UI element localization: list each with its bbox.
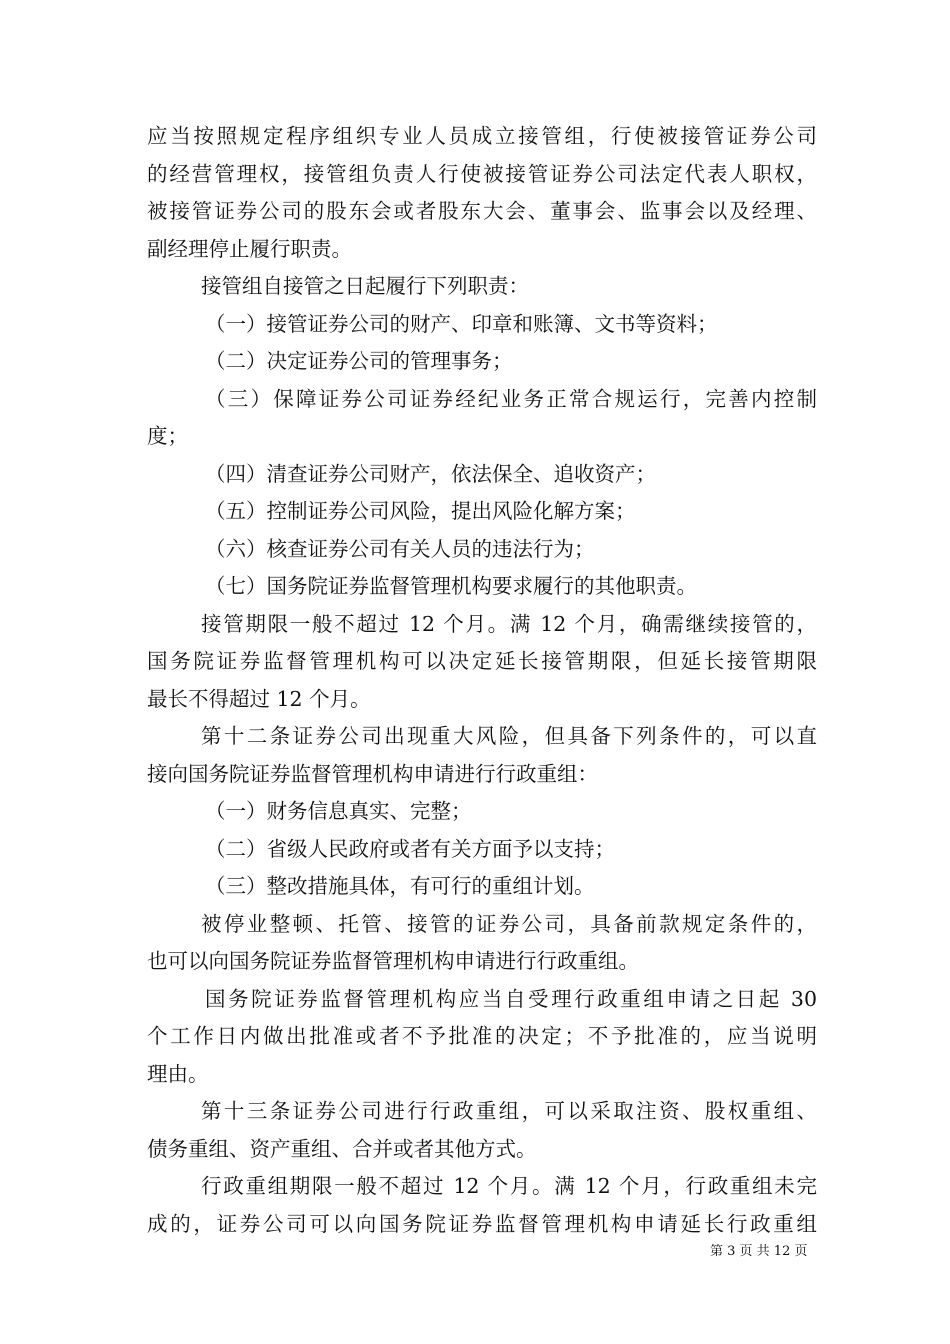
text-line: 最长不得超过 12 个月。: [147, 686, 371, 711]
text-line: 国务院证券监督管理机构可以决定延长接管期限，但延长接管期限: [147, 649, 817, 673]
text-line: 应当按照规定程序组织专业人员成立接管组，行使被接管证券公司: [147, 124, 817, 148]
text-line: 国务院证券监督管理机构应当自受理行政重组申请之日起 30: [205, 986, 817, 1011]
text-line: 债务重组、资产重组、合并或者其他方式。: [147, 1136, 537, 1161]
text-line: 成的，证券公司可以向国务院证券监督管理机构申请延长行政重组: [147, 1211, 817, 1236]
text-line: 行政重组期限一般不超过 12 个月。满 12 个月，行政重组未完: [201, 1174, 817, 1198]
list-item: （一）财务信息真实、完整；: [205, 799, 472, 823]
list-item: （二）省级人民政府或者有关方面予以支持；: [205, 836, 615, 861]
page-number-footer: 第 3 页 共 12 页: [710, 1244, 808, 1259]
document-body: [147, 118, 817, 1243]
list-item: （二）决定证券公司的管理事务；: [205, 349, 513, 373]
text-line: 接管组自接管之日起履行下列职责：: [201, 274, 529, 298]
list-item: （五）控制证券公司风险，提出风险化解方案；: [205, 499, 636, 523]
text-line: 第十三条证券公司进行行政重组，可以采取注资、股权重组、: [201, 1099, 817, 1123]
list-item: （六）核查证券公司有关人员的违法行为；: [205, 536, 595, 561]
text-line: 副经理停止履行职责。: [147, 236, 352, 261]
text-line: 的经营管理权，接管组负责人行使被接管证券公司法定代表人职权，: [147, 161, 817, 186]
text-line: 被停业整顿、托管、接管的证券公司，具备前款规定条件的，: [201, 911, 817, 936]
text-line: 被接管证券公司的股东会或者股东大会、董事会、监事会以及经理、: [147, 199, 817, 223]
text-line: 也可以向国务院证券监督管理机构申请进行行政重组。: [147, 949, 639, 973]
text-line: 接向国务院证券监督管理机构申请进行行政重组：: [147, 761, 598, 786]
text-line: 度；: [147, 424, 188, 448]
text-line: 接管期限一般不超过 12 个月。满 12 个月，确需继续接管的，: [201, 611, 817, 636]
text-line: 理由。: [147, 1061, 209, 1086]
list-item: （七）国务院证券监督管理机构要求履行的其他职责。: [205, 574, 697, 598]
list-item: （三）保障证券公司证券经纪业务正常合规运行，完善内控制: [205, 386, 817, 411]
list-item: （一）接管证券公司的财产、印章和账簿、文书等资料；: [205, 311, 718, 336]
text-line: 第十二条证券公司出现重大风险，但具备下列条件的，可以直: [201, 724, 817, 748]
list-item: （三）整改措施具体，有可行的重组计划。: [205, 874, 595, 898]
list-item: （四）清查证券公司财产，依法保全、追收资产；: [205, 461, 656, 486]
text-line: 个工作日内做出批准或者不予批准的决定；不予批准的，应当说明: [147, 1024, 817, 1048]
